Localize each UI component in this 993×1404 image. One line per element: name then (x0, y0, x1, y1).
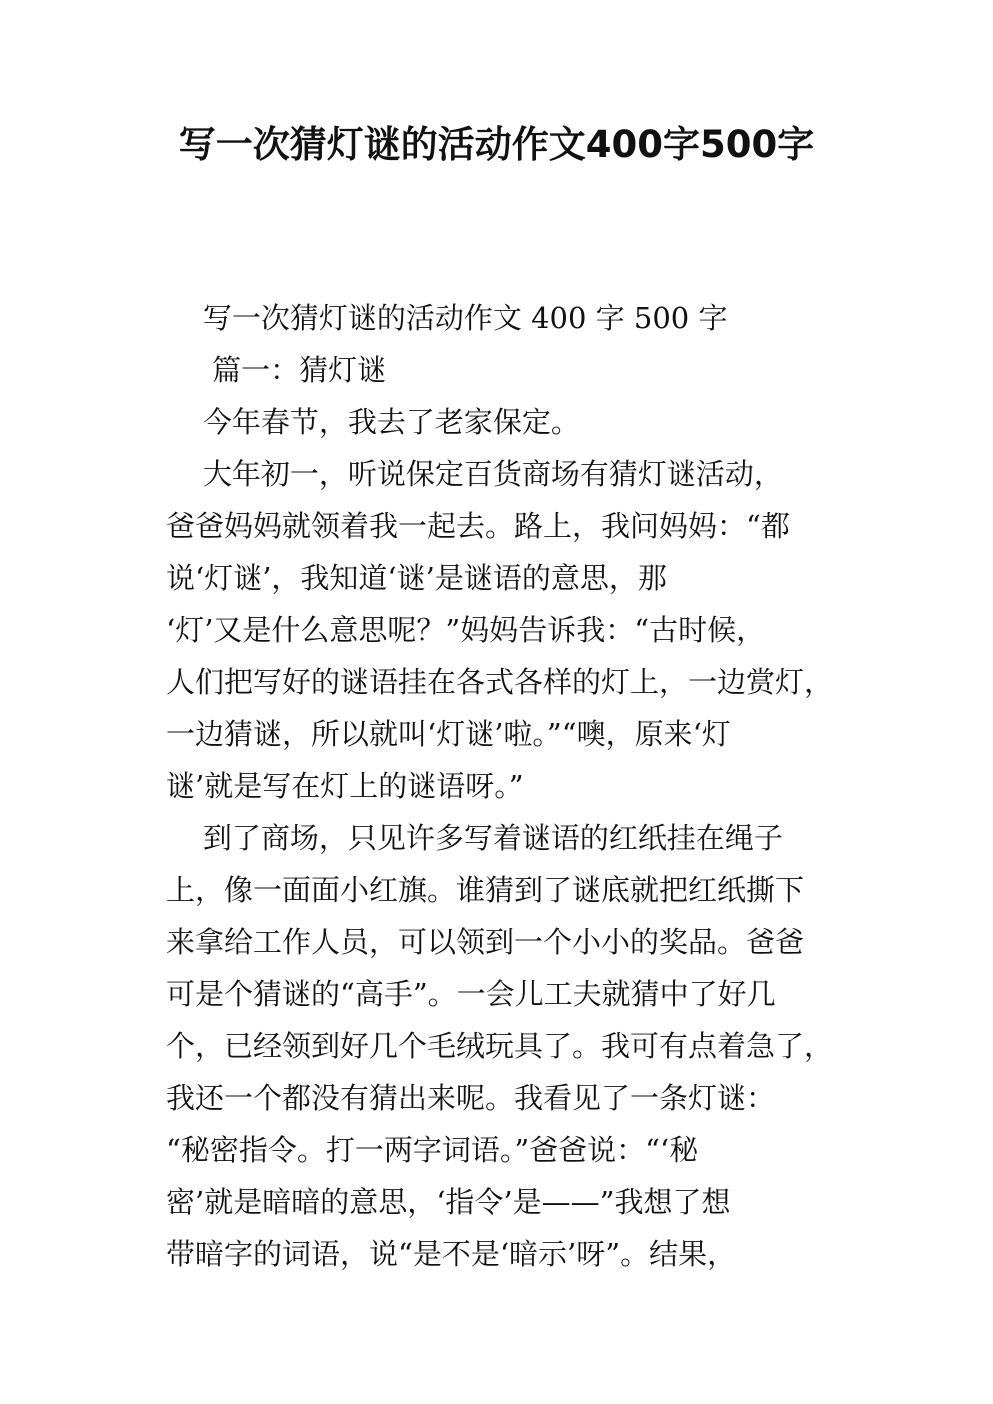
text-line: 篇一：猜灯谜 (166, 353, 387, 387)
text-line: 我还一个都没有猜出来呢。我看见了一条灯谜： (166, 1081, 776, 1115)
text-line: 谜’就是写在灯上的谜语呀。” (166, 769, 524, 803)
text-line: 密’就是暗暗的意思，‘指令’是——”我想了想 (166, 1185, 731, 1219)
text-line: 说‘灯谜’，我知道‘谜’是谜语的意思，那 (166, 561, 667, 595)
text-line: 上，像一面面小红旗。谁猜到了谜底就把红纸撕下 (166, 873, 805, 907)
text-line: 人们把写好的谜语挂在各式各样的灯上，一边赏灯， (166, 665, 834, 699)
text-line: 带暗字的词语，说“是不是‘暗示’呀”。结果， (166, 1237, 737, 1271)
text-line: 今年春节，我去了老家保定。 (166, 405, 580, 439)
text-line: 写一次猜灯谜的活动作文 400 字 500 字 (166, 301, 728, 335)
document-title: 写一次猜灯谜的活动作文400字500字 (178, 123, 815, 166)
text-line: “秘密指令。打一两字词语。”爸爸说：“‘秘 (166, 1133, 699, 1167)
text-line: 来拿给工作人员，可以领到一个小小的奖品。爸爸 (166, 925, 805, 959)
text-line: ‘灯’又是什么意思呢？”妈妈告诉我：“古时候， (166, 613, 766, 647)
text-line: 到了商场，只见许多写着谜语的红纸挂在绳子 (166, 821, 783, 855)
text-line: 可是个猜谜的“高手”。一会儿工夫就猜中了好几 (166, 977, 776, 1011)
text-line: 爸爸妈妈就领着我一起去。路上，我问妈妈：“都 (166, 509, 790, 543)
text-line: 个，已经领到好几个毛绒玩具了。我可有点着急了， (166, 1029, 834, 1063)
text-line: 大年初一，听说保定百货商场有猜灯谜活动， (166, 457, 783, 491)
text-line: 一边猜谜，所以就叫‘灯谜’啦。”“噢，原来‘灯 (166, 717, 731, 751)
document-body (166, 292, 856, 1280)
